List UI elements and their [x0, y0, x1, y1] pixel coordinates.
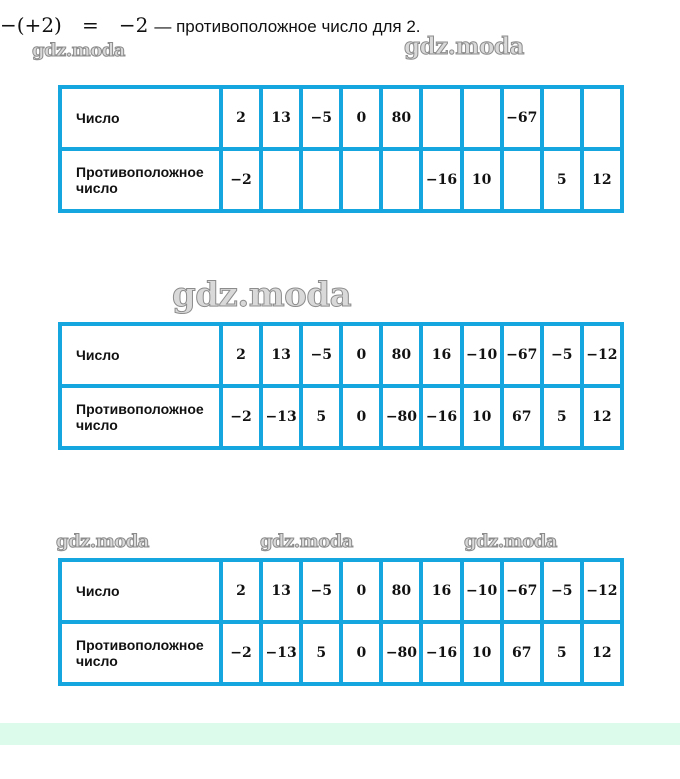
table-cell: −67: [502, 324, 542, 386]
footer-band: [0, 723, 680, 745]
table-cell: 5: [301, 386, 341, 448]
numbers-table-exercise: [58, 85, 624, 213]
intro-expression: −(+2): [0, 13, 62, 37]
table-cell: 13: [261, 324, 301, 386]
table-cell: 0: [341, 560, 381, 622]
row-label-opposite: Противоположное число: [60, 149, 221, 211]
numbers-table-solution: [58, 322, 624, 450]
table-cell: [381, 149, 421, 211]
table-cell: 2: [221, 87, 261, 149]
row-label-number: Число: [60, 560, 221, 622]
table-cell: [502, 149, 542, 211]
table-cell: [542, 87, 582, 149]
table-cell: 2: [221, 324, 261, 386]
numbers-table-solution-copy: [58, 558, 624, 686]
table-cell: −5: [301, 324, 341, 386]
table-cell: 5: [301, 622, 341, 684]
intro-statement: [0, 12, 421, 40]
table-cell: −67: [502, 560, 542, 622]
watermark: gdz.moda: [404, 33, 524, 60]
table-cell: 10: [462, 622, 502, 684]
watermark: gdz.moda: [172, 275, 352, 315]
table-row-opposite: [60, 386, 622, 448]
table-cell: 12: [582, 622, 622, 684]
table-cell: −16: [421, 622, 461, 684]
table-cell: 0: [341, 622, 381, 684]
table-cell: −80: [381, 386, 421, 448]
table-cell: [301, 149, 341, 211]
table-cell: 13: [261, 87, 301, 149]
table-cell: 80: [381, 324, 421, 386]
table-cell: [341, 149, 381, 211]
table-cell: 13: [261, 560, 301, 622]
table-cell: 80: [381, 87, 421, 149]
table-cell: −16: [421, 386, 461, 448]
table-cell: −13: [261, 386, 301, 448]
row-label-number: Число: [60, 87, 221, 149]
table-row-number: [60, 560, 622, 622]
table-cell: [261, 149, 301, 211]
table-cell: 5: [542, 149, 582, 211]
table-cell: 67: [502, 386, 542, 448]
table-cell: 2: [221, 560, 261, 622]
table-cell: 67: [502, 622, 542, 684]
row-label-opposite: Противоположное число: [60, 622, 221, 684]
table-cell: −10: [462, 560, 502, 622]
table-cell: −5: [542, 324, 582, 386]
table-row-number: [60, 87, 622, 149]
watermark: gdz.moda: [56, 531, 149, 552]
table-cell: −12: [582, 560, 622, 622]
table-row-opposite: [60, 149, 622, 211]
intro-description: — противоположное число для 2.: [154, 17, 421, 36]
table-cell: 0: [341, 324, 381, 386]
watermark: gdz.moda: [260, 531, 353, 552]
table-row-number: [60, 324, 622, 386]
watermark: gdz.moda: [32, 40, 125, 61]
table-cell: [582, 87, 622, 149]
table-cell: −5: [301, 87, 341, 149]
table-cell: −2: [221, 386, 261, 448]
table-cell: 0: [341, 87, 381, 149]
table-cell: 0: [341, 386, 381, 448]
table-cell: −10: [462, 324, 502, 386]
table-cell: −67: [502, 87, 542, 149]
table-cell: 5: [542, 622, 582, 684]
table-cell: −12: [582, 324, 622, 386]
table-cell: 16: [421, 324, 461, 386]
table-cell: −5: [542, 560, 582, 622]
table-cell: −2: [221, 149, 261, 211]
table-cell: 5: [542, 386, 582, 448]
row-label-number: Число: [60, 324, 221, 386]
table-cell: −80: [381, 622, 421, 684]
intro-equals: =: [81, 13, 99, 37]
table-cell: −2: [221, 622, 261, 684]
table-cell: 12: [582, 386, 622, 448]
intro-result: −2: [118, 13, 149, 37]
table-row-opposite: [60, 622, 622, 684]
table-cell: −5: [301, 560, 341, 622]
table-cell: [462, 87, 502, 149]
table-cell: 10: [462, 149, 502, 211]
table-cell: 12: [582, 149, 622, 211]
row-label-opposite: Противоположное число: [60, 386, 221, 448]
table-cell: −16: [421, 149, 461, 211]
table-cell: 80: [381, 560, 421, 622]
watermark: gdz.moda: [464, 531, 557, 552]
table-cell: 16: [421, 560, 461, 622]
table-cell: 10: [462, 386, 502, 448]
table-cell: −13: [261, 622, 301, 684]
table-cell: [421, 87, 461, 149]
